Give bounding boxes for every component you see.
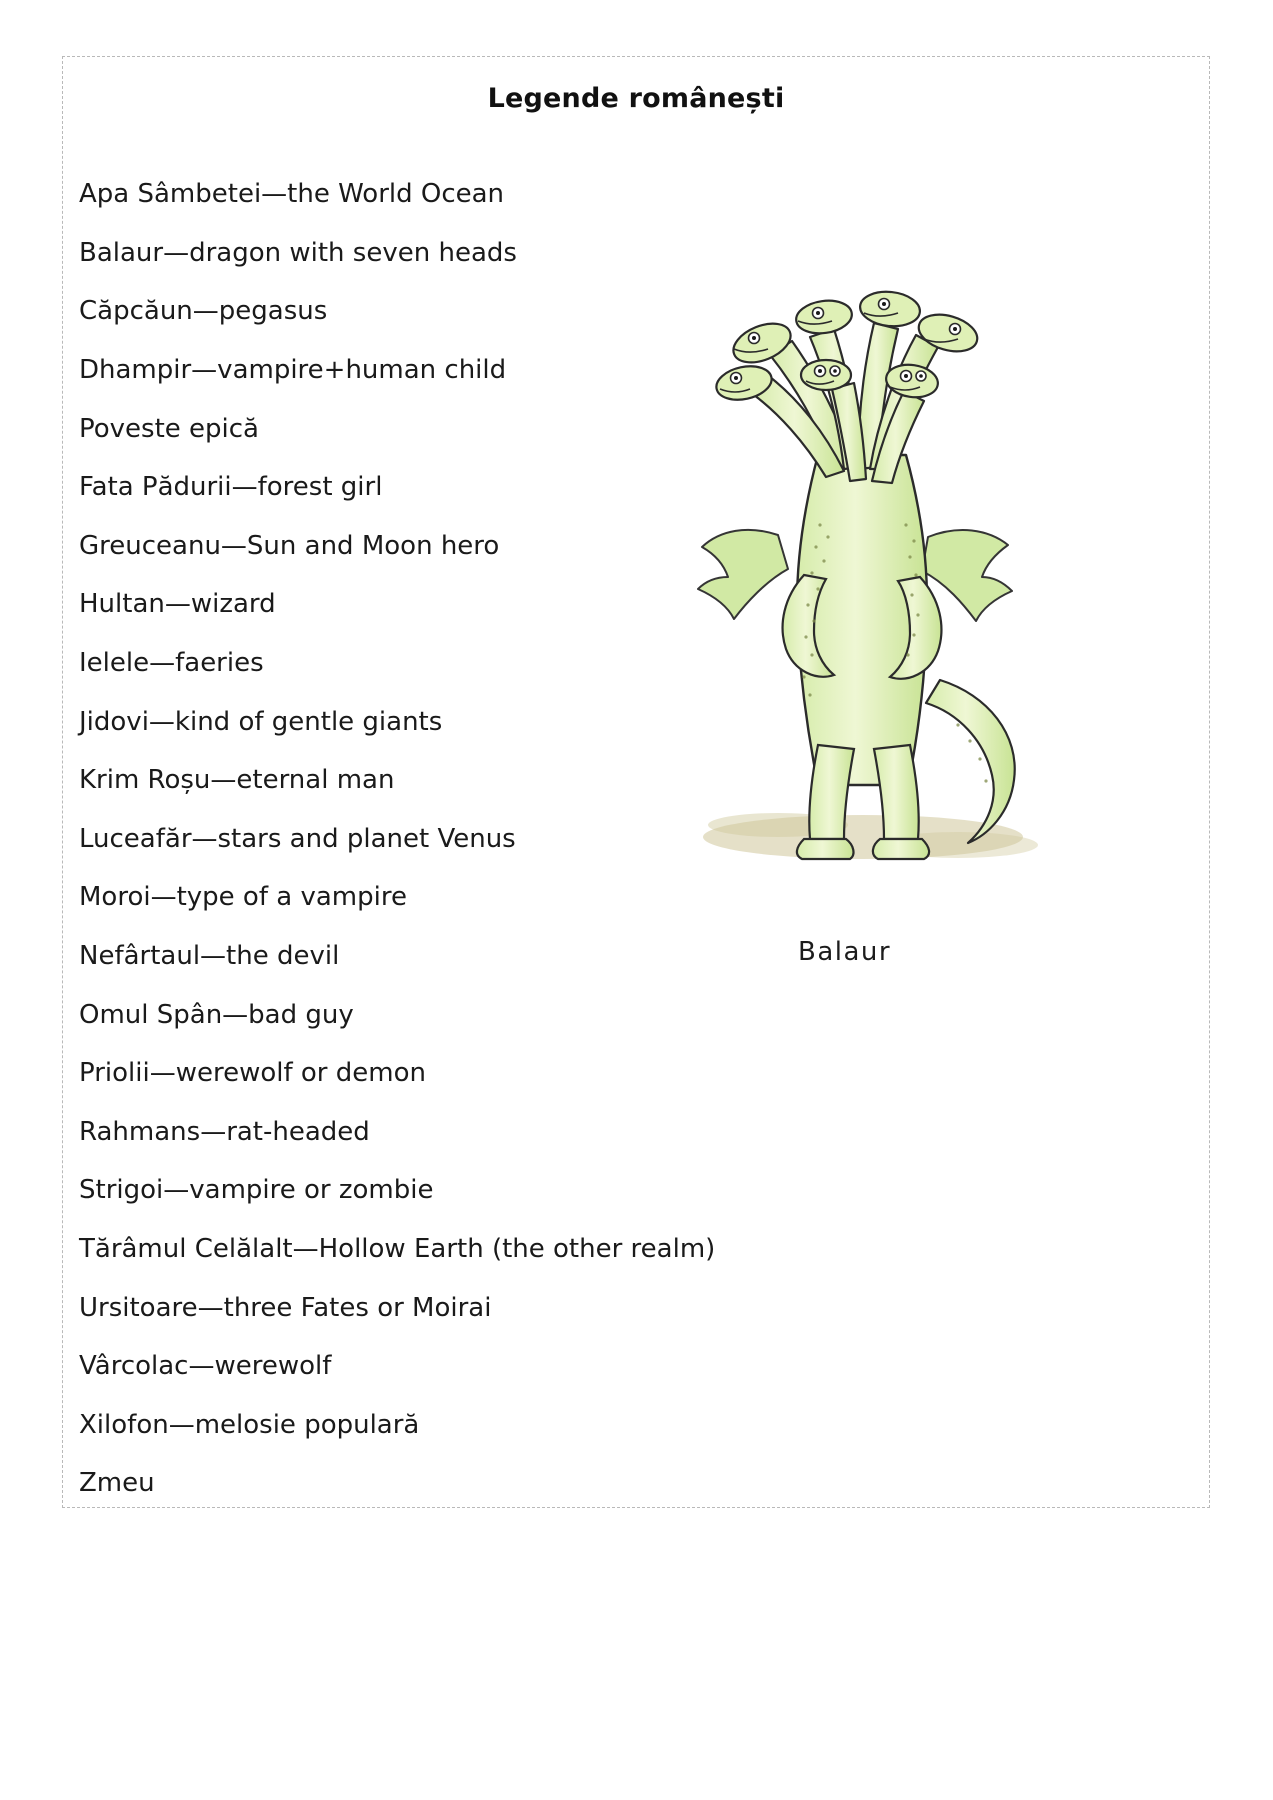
figure-caption: Balaur [798, 937, 892, 967]
list-item: Balaur—dragon with seven heads [79, 237, 517, 268]
list-item: Apa Sâmbetei—the World Ocean [79, 179, 505, 210]
list-item: Nefârtaul—the devil [79, 941, 340, 972]
list-item: Strigoi—vampire or zombie [79, 1175, 434, 1206]
list-item: Jidovi—kind of gentle giants [79, 706, 443, 737]
list-item: Greuceanu—Sun and Moon hero [79, 530, 500, 561]
list-item: Căpcăun—pegasus [79, 296, 328, 327]
list-item: Rahmans—rat-headed [79, 1116, 370, 1147]
list-item: Tărâmul Celălalt—Hollow Earth (the other realm) [79, 1233, 716, 1264]
list-item: Fata Pădurii—forest girl [79, 472, 383, 503]
list-item: Omul Spân—bad guy [79, 999, 354, 1030]
list-item: Krim Roșu—eternal man [79, 765, 395, 796]
document-page [62, 56, 1210, 1508]
seven-headed-dragon-illustration [658, 225, 1048, 925]
list-item: Moroi—type of a vampire [79, 882, 407, 913]
list-item: Ielele—faeries [79, 648, 264, 679]
list-item: Xilofon—melosie populară [79, 1409, 420, 1440]
list-item: Poveste epică [79, 413, 259, 444]
list-item: Priolii—werewolf or demon [79, 1058, 426, 1089]
list-item: Ursitoare—three Fates or Moirai [79, 1292, 492, 1323]
page-title: Legende românești [487, 83, 785, 114]
list-item: Hultan—wizard [79, 589, 276, 620]
list-item: Dhampir—vampire+human child [79, 355, 507, 386]
list-item: Luceafăr—stars and planet Venus [79, 823, 516, 854]
list-item: Zmeu [79, 1468, 155, 1499]
list-item: Vârcolac—werewolf [79, 1351, 332, 1382]
